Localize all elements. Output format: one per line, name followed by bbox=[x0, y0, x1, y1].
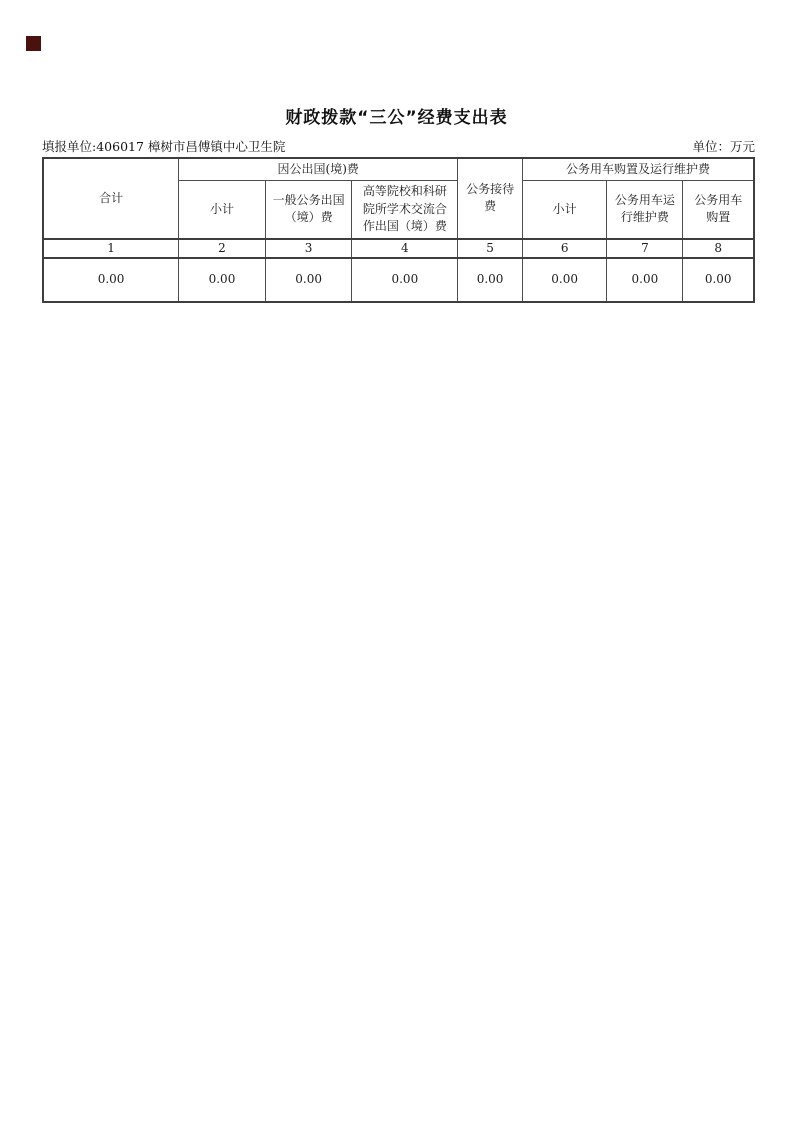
column-index: 8 bbox=[683, 239, 754, 258]
header-abroad-academic: 高等院校和科研院所学术交流合作出国（境）费 bbox=[352, 181, 458, 239]
value-row bbox=[43, 258, 754, 302]
value-cell-abroad-general: 0.00 bbox=[265, 258, 352, 302]
value-cell-vehicle-purchase: 0.00 bbox=[683, 258, 754, 302]
header-abroad-subtotal: 小计 bbox=[179, 181, 266, 239]
value-cell-abroad-academic: 0.00 bbox=[352, 258, 458, 302]
value-cell-reception: 0.00 bbox=[458, 258, 523, 302]
header-vehicle-subtotal: 小计 bbox=[522, 181, 607, 239]
column-index-row bbox=[43, 239, 754, 258]
corner-mark bbox=[26, 36, 41, 51]
reporting-unit-label: 填报单位:406017 樟树市昌傅镇中心卫生院 bbox=[42, 139, 286, 154]
column-index: 1 bbox=[43, 239, 179, 258]
unit-note-label: 单位：万元 bbox=[692, 139, 755, 154]
value-cell-vehicle-maintenance: 0.00 bbox=[607, 258, 683, 302]
column-index: 4 bbox=[352, 239, 458, 258]
header-total: 合计 bbox=[43, 158, 179, 239]
value-cell-abroad-subtotal: 0.00 bbox=[179, 258, 266, 302]
value-cell-vehicle-subtotal: 0.00 bbox=[522, 258, 607, 302]
page-title: 财政拨款“三公”经费支出表 bbox=[285, 108, 508, 128]
column-index: 2 bbox=[179, 239, 266, 258]
header-reception: 公务接待费 bbox=[458, 158, 523, 239]
column-index: 7 bbox=[607, 239, 683, 258]
table-meta-line bbox=[42, 137, 755, 155]
header-vehicle-purchase: 公务用车购置 bbox=[683, 181, 754, 239]
column-index: 5 bbox=[458, 239, 523, 258]
three-public-expense-table bbox=[42, 157, 755, 303]
header-row-groups bbox=[43, 158, 754, 181]
column-index: 6 bbox=[522, 239, 607, 258]
value-cell-total: 0.00 bbox=[43, 258, 179, 302]
header-abroad-general: 一般公务出国（境）费 bbox=[265, 181, 352, 239]
column-index: 3 bbox=[265, 239, 352, 258]
header-vehicle-maintenance: 公务用车运行维护费 bbox=[607, 181, 683, 239]
header-abroad-group: 因公出国(境)费 bbox=[179, 158, 458, 181]
header-vehicle-group: 公务用车购置及运行维护费 bbox=[522, 158, 754, 181]
